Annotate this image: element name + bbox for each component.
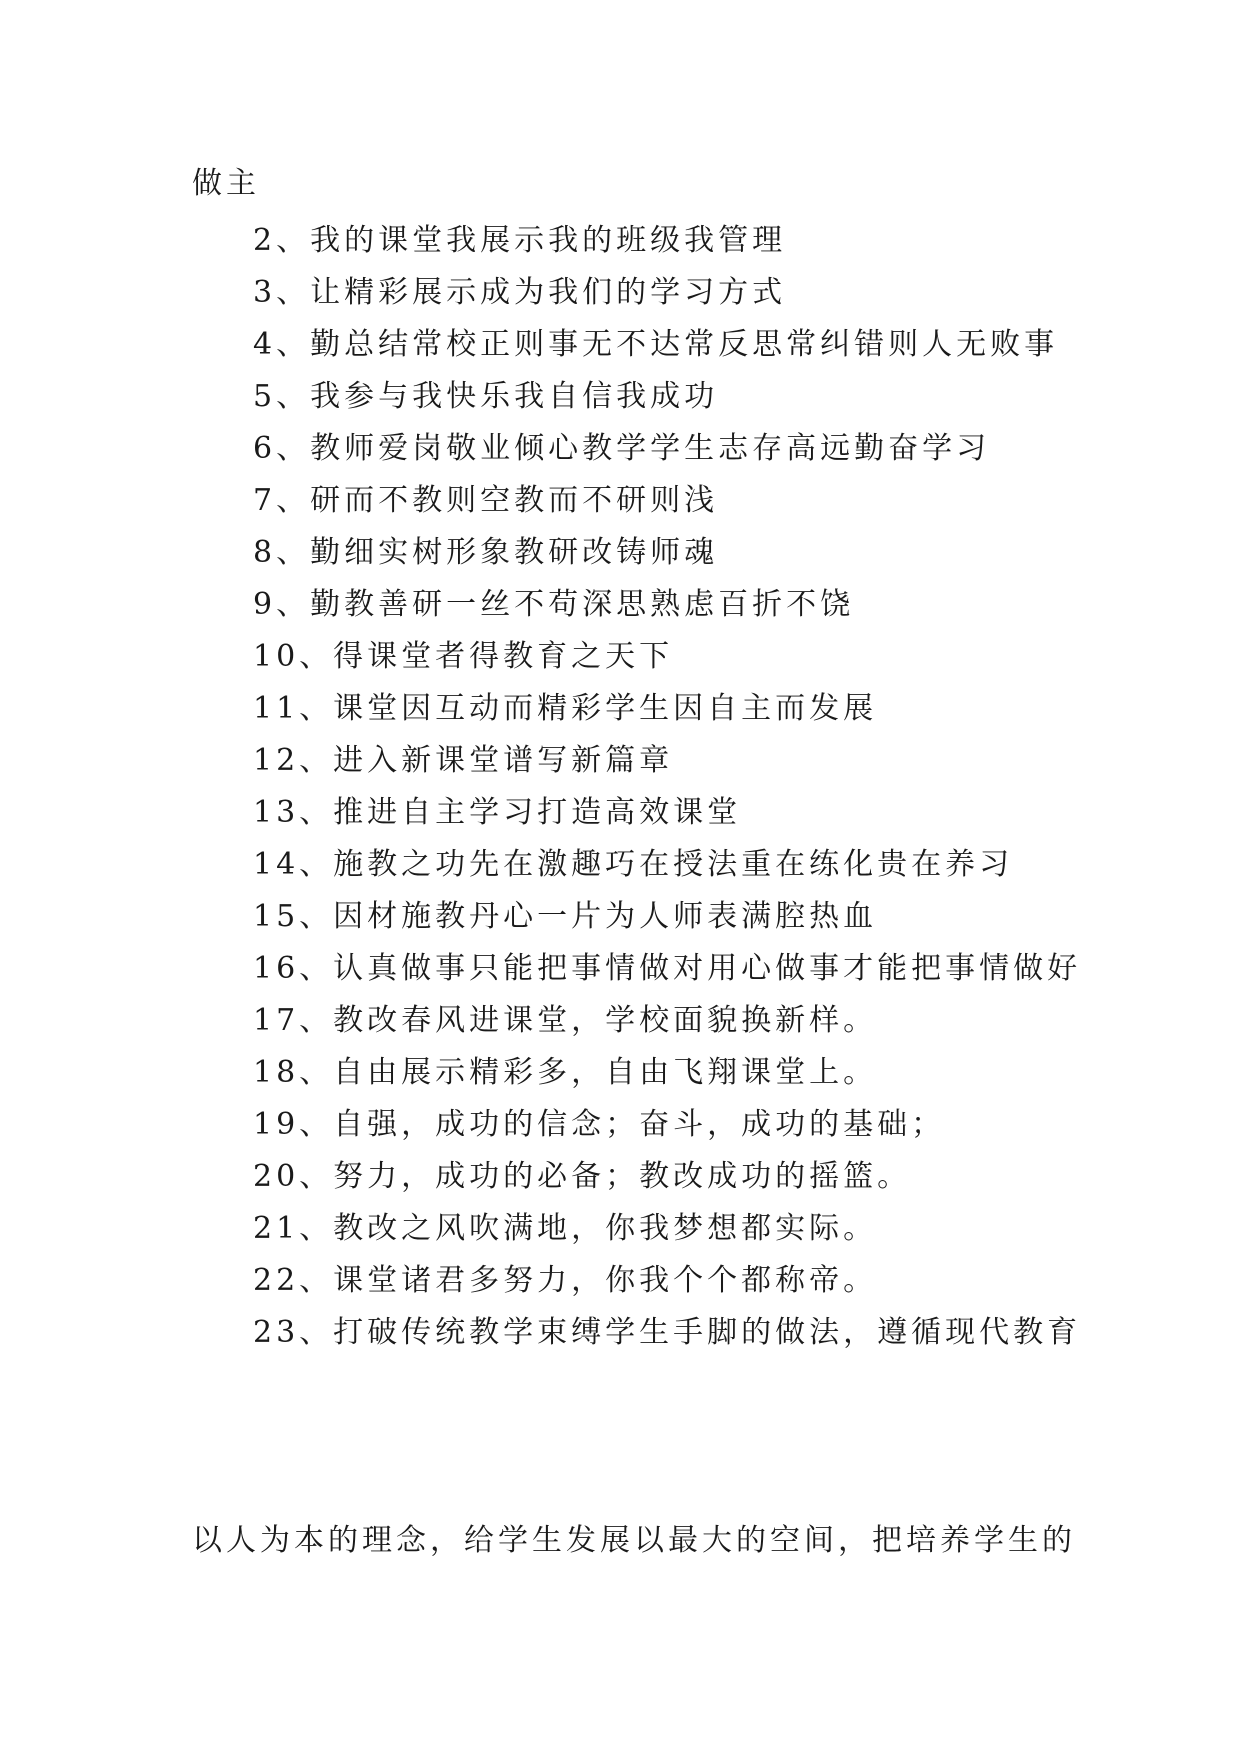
list-item: 7、研而不教则空教而不研则浅 (253, 483, 719, 518)
list-item: 8、勤细实树形象教研改铸师魂 (253, 535, 719, 570)
list-item: 14、施教之功先在激趣巧在授法重在练化贵在养习 (253, 847, 1014, 882)
list-item: 15、因材施教丹心一片为人师表满腔热血 (253, 899, 878, 934)
list-item: 10、得课堂者得教育之天下 (253, 639, 674, 674)
list-item: 12、进入新课堂谱写新篇章 (253, 743, 674, 778)
list-item: 5、我参与我快乐我自信我成功 (253, 379, 719, 414)
list-item: 20、努力，成功的必备；教改成功的摇篮。 (253, 1159, 912, 1194)
list-item: 6、教师爱岗敬业倾心教学学生志存高远勤奋学习 (253, 431, 991, 466)
list-item: 16、认真做事只能把事情做对用心做事才能把事情做好 (253, 951, 1082, 986)
list-item: 17、教改春风进课堂，学校面貌换新样。 (253, 1003, 878, 1038)
trailing-line: 以人为本的理念，给学生发展以最大的空间，把培养学生的 (192, 1523, 1076, 1558)
list-item: 9、勤教善研一丝不苟深思熟虑百折不饶 (253, 587, 855, 622)
list-item: 22、课堂诸君多努力，你我个个都称帝。 (253, 1263, 878, 1298)
list-item: 4、勤总结常校正则事无不达常反思常纠错则人无败事 (253, 327, 1059, 362)
list-item: 3、让精彩展示成为我们的学习方式 (253, 275, 787, 310)
list-item: 2、我的课堂我展示我的班级我管理 (253, 223, 787, 258)
list-item: 13、推进自主学习打造高效课堂 (253, 795, 742, 830)
list-item: 18、自由展示精彩多，自由飞翔课堂上。 (253, 1055, 878, 1090)
list-item: 21、教改之风吹满地，你我梦想都实际。 (253, 1211, 878, 1246)
list-item: 23、打破传统教学束缚学生手脚的做法，遵循现代教育 (253, 1315, 1082, 1350)
list-item: 11、课堂因互动而精彩学生因自主而发展 (253, 691, 878, 726)
continuation-line: 做主 (192, 166, 260, 201)
list-item: 19、自强，成功的信念；奋斗，成功的基础； (253, 1107, 946, 1142)
